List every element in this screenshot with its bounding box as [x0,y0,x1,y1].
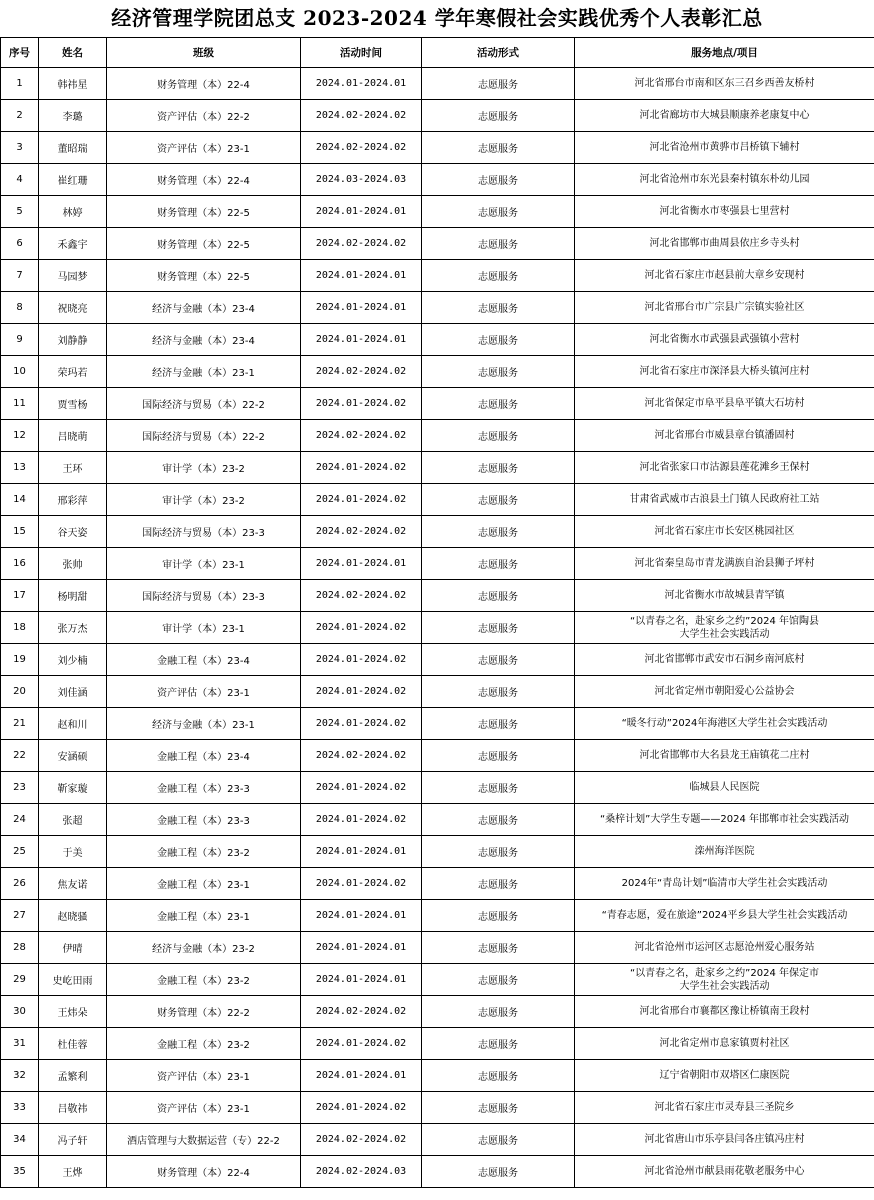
cell-form: 志愿服务 [422,548,575,580]
cell-location: 河北省衡水市故城县青罕镇 [575,580,874,612]
cell-index: 28 [1,932,39,964]
cell-location: 河北省张家口市沽源县莲花滩乡王保村 [575,452,874,484]
cell-class: 国际经济与贸易（本）23-3 [107,580,301,612]
cell-name: 刘佳涵 [39,676,107,708]
cell-form: 志愿服务 [422,1060,575,1092]
cell-name: 吕敬祎 [39,1092,107,1124]
cell-name: 马园梦 [39,260,107,292]
table-row [1,260,874,292]
table-row [1,420,874,452]
cell-name: 禾鑫宇 [39,228,107,260]
cell-time: 2024.02-2024.02 [301,420,422,452]
cell-index: 2 [1,100,39,132]
cell-name: 杜佳蓉 [39,1028,107,1060]
cell-index: 16 [1,548,39,580]
table-row [1,100,874,132]
cell-time: 2024.02-2024.02 [301,356,422,388]
cell-class: 资产评估（本）22-2 [107,100,301,132]
cell-name: 孟繁利 [39,1060,107,1092]
table-row [1,452,874,484]
header-name: 姓名 [39,38,107,68]
cell-class: 国际经济与贸易（本）22-2 [107,388,301,420]
cell-form: 志愿服务 [422,452,575,484]
cell-location: 2024年“青岛计划”临清市大学生社会实践活动 [575,868,874,900]
cell-location: 河北省邢台市南和区东三召乡西善友桥村 [575,68,874,100]
cell-class: 经济与金融（本）23-4 [107,324,301,356]
cell-index: 29 [1,964,39,996]
table-row [1,900,874,932]
cell-name: 崔红珊 [39,164,107,196]
cell-location: 河北省邯郸市大名县龙王庙镇花二庄村 [575,740,874,772]
cell-class: 资产评估（本）23-1 [107,1060,301,1092]
cell-form: 志愿服务 [422,676,575,708]
table-row [1,228,874,260]
table-row [1,1060,874,1092]
cell-location: 辽宁省朝阳市双塔区仁康医院 [575,1060,874,1092]
cell-index: 24 [1,804,39,836]
cell-index: 10 [1,356,39,388]
cell-time: 2024.01-2024.01 [301,68,422,100]
cell-class: 金融工程（本）23-2 [107,1028,301,1060]
cell-class: 财务管理（本）22-5 [107,260,301,292]
cell-time: 2024.01-2024.02 [301,452,422,484]
cell-index: 31 [1,1028,39,1060]
table-row [1,292,874,324]
table-row [1,548,874,580]
cell-form: 志愿服务 [422,1124,575,1156]
cell-index: 27 [1,900,39,932]
table-row [1,612,874,644]
cell-time: 2024.02-2024.02 [301,996,422,1028]
cell-form: 志愿服务 [422,708,575,740]
cell-index: 8 [1,292,39,324]
cell-index: 26 [1,868,39,900]
cell-index: 11 [1,388,39,420]
cell-index: 34 [1,1124,39,1156]
cell-name: 董昭瑞 [39,132,107,164]
cell-form: 志愿服务 [422,292,575,324]
cell-index: 6 [1,228,39,260]
cell-index: 35 [1,1156,39,1188]
table-row [1,324,874,356]
cell-class: 财务管理（本）22-2 [107,996,301,1028]
cell-form: 志愿服务 [422,356,575,388]
cell-index: 19 [1,644,39,676]
cell-location: “以青春之名，赴家乡之约”2024 年馆陶县 大学生社会实践活动 [575,612,874,644]
cell-name: 李璐 [39,100,107,132]
cell-name: 于美 [39,836,107,868]
cell-time: 2024.01-2024.01 [301,548,422,580]
page-title: 经济管理学院团总支 2023-2024 学年寒假社会实践优秀个人表彰汇总 [111,6,763,30]
header-location: 服务地点/项目 [575,38,874,68]
cell-location: “桑梓计划”大学生专题——2024 年邯郸市社会实践活动 [575,804,874,836]
cell-location: 河北省定州市息家镇贾村社区 [575,1028,874,1060]
table-row [1,1124,874,1156]
table-row [1,388,874,420]
cell-location: 临城县人民医院 [575,772,874,804]
table-row [1,164,874,196]
table-row [1,708,874,740]
cell-time: 2024.02-2024.02 [301,228,422,260]
honor-table [0,37,874,1188]
cell-time: 2024.01-2024.02 [301,484,422,516]
cell-time: 2024.02-2024.02 [301,1124,422,1156]
cell-class: 金融工程（本）23-2 [107,836,301,868]
cell-location: 河北省沧州市东光县秦村镇东朴幼儿园 [575,164,874,196]
cell-name: 韩祎星 [39,68,107,100]
cell-class: 财务管理（本）22-4 [107,68,301,100]
cell-form: 志愿服务 [422,1028,575,1060]
cell-location: 河北省石家庄市赵县前大章乡安现村 [575,260,874,292]
cell-form: 志愿服务 [422,612,575,644]
cell-form: 志愿服务 [422,484,575,516]
cell-name: 赵和川 [39,708,107,740]
cell-form: 志愿服务 [422,516,575,548]
cell-name: 靳家璇 [39,772,107,804]
cell-index: 14 [1,484,39,516]
cell-time: 2024.01-2024.02 [301,868,422,900]
cell-location: 河北省邢台市襄都区豫让桥镇南王段村 [575,996,874,1028]
table-row [1,644,874,676]
cell-time: 2024.02-2024.02 [301,580,422,612]
cell-form: 志愿服务 [422,228,575,260]
cell-location: “以青春之名，赴家乡之约”2024 年保定市 大学生社会实践活动 [575,964,874,996]
cell-index: 20 [1,676,39,708]
cell-time: 2024.01-2024.02 [301,644,422,676]
cell-class: 金融工程（本）23-1 [107,868,301,900]
cell-form: 志愿服务 [422,836,575,868]
cell-form: 志愿服务 [422,420,575,452]
cell-location: “暖冬行动”2024年海港区大学生社会实践活动 [575,708,874,740]
cell-class: 审计学（本）23-1 [107,612,301,644]
cell-index: 1 [1,68,39,100]
table-row [1,740,874,772]
cell-form: 志愿服务 [422,100,575,132]
cell-index: 22 [1,740,39,772]
table-row [1,1092,874,1124]
cell-class: 财务管理（本）22-5 [107,228,301,260]
table-row [1,804,874,836]
cell-class: 金融工程（本）23-3 [107,804,301,836]
table-row [1,932,874,964]
cell-time: 2024.01-2024.01 [301,1060,422,1092]
cell-class: 金融工程（本）23-4 [107,644,301,676]
cell-index: 23 [1,772,39,804]
cell-index: 21 [1,708,39,740]
cell-time: 2024.01-2024.02 [301,708,422,740]
cell-name: 张万杰 [39,612,107,644]
cell-class: 财务管理（本）22-4 [107,164,301,196]
cell-name: 史屹田雨 [39,964,107,996]
cell-location: “青春志愿，爱在旅途”2024平乡县大学生社会实践活动 [575,900,874,932]
cell-location: 河北省保定市阜平县阜平镇大石坊村 [575,388,874,420]
cell-index: 33 [1,1092,39,1124]
cell-index: 32 [1,1060,39,1092]
cell-class: 国际经济与贸易（本）23-3 [107,516,301,548]
cell-name: 贾雪杨 [39,388,107,420]
cell-form: 志愿服务 [422,804,575,836]
table-row [1,996,874,1028]
cell-time: 2024.02-2024.02 [301,100,422,132]
cell-location: 河北省定州市朝阳爱心公益协会 [575,676,874,708]
cell-time: 2024.01-2024.01 [301,196,422,228]
cell-time: 2024.01-2024.01 [301,900,422,932]
cell-time: 2024.02-2024.02 [301,132,422,164]
cell-index: 25 [1,836,39,868]
cell-time: 2024.01-2024.01 [301,932,422,964]
header-class: 班级 [107,38,301,68]
table-row [1,1028,874,1060]
table-row [1,964,874,996]
cell-name: 荣玛若 [39,356,107,388]
cell-class: 经济与金融（本）23-1 [107,356,301,388]
cell-time: 2024.01-2024.02 [301,1028,422,1060]
cell-index: 3 [1,132,39,164]
cell-class: 审计学（本）23-2 [107,452,301,484]
cell-time: 2024.01-2024.02 [301,772,422,804]
cell-form: 志愿服务 [422,740,575,772]
cell-time: 2024.03-2024.03 [301,164,422,196]
cell-location: 河北省沧州市黄骅市吕桥镇下辅村 [575,132,874,164]
cell-time: 2024.01-2024.02 [301,612,422,644]
cell-form: 志愿服务 [422,132,575,164]
table-row [1,516,874,548]
cell-location: 河北省沧州市献县雨花敬老服务中心 [575,1156,874,1188]
cell-time: 2024.01-2024.01 [301,324,422,356]
cell-time: 2024.01-2024.02 [301,388,422,420]
table-row [1,356,874,388]
cell-form: 志愿服务 [422,932,575,964]
cell-form: 志愿服务 [422,196,575,228]
table-row [1,868,874,900]
cell-time: 2024.01-2024.02 [301,676,422,708]
cell-name: 张超 [39,804,107,836]
cell-form: 志愿服务 [422,644,575,676]
cell-location: 河北省石家庄市深泽县大桥头镇河庄村 [575,356,874,388]
cell-name: 吕晓萌 [39,420,107,452]
cell-class: 经济与金融（本）23-4 [107,292,301,324]
cell-class: 经济与金融（本）23-2 [107,932,301,964]
header-form: 活动形式 [422,38,575,68]
cell-name: 王烨 [39,1156,107,1188]
cell-location: 河北省邢台市广宗县广宗镇实验社区 [575,292,874,324]
cell-location: 河北省衡水市枣强县七里营村 [575,196,874,228]
cell-time: 2024.01-2024.01 [301,964,422,996]
cell-form: 志愿服务 [422,964,575,996]
table-row [1,484,874,516]
cell-location: 河北省邢台市威县章台镇潘固村 [575,420,874,452]
cell-index: 4 [1,164,39,196]
cell-class: 金融工程（本）23-4 [107,740,301,772]
cell-time: 2024.01-2024.01 [301,260,422,292]
cell-index: 13 [1,452,39,484]
cell-name: 伊晴 [39,932,107,964]
cell-form: 志愿服务 [422,164,575,196]
cell-class: 审计学（本）23-2 [107,484,301,516]
cell-location: 河北省衡水市武强县武强镇小营村 [575,324,874,356]
header-time: 活动时间 [301,38,422,68]
cell-name: 安涵硕 [39,740,107,772]
cell-class: 审计学（本）23-1 [107,548,301,580]
header-index: 序号 [1,38,39,68]
cell-class: 资产评估（本）23-1 [107,1092,301,1124]
cell-name: 冯子轩 [39,1124,107,1156]
cell-index: 7 [1,260,39,292]
cell-time: 2024.01-2024.02 [301,804,422,836]
cell-index: 15 [1,516,39,548]
cell-index: 18 [1,612,39,644]
cell-name: 祝晓亮 [39,292,107,324]
cell-location: 甘肃省武威市古浪县土门镇人民政府社工站 [575,484,874,516]
cell-time: 2024.01-2024.01 [301,836,422,868]
cell-location: 河北省邯郸市武安市石洞乡南河底村 [575,644,874,676]
cell-name: 杨明甜 [39,580,107,612]
cell-form: 志愿服务 [422,996,575,1028]
cell-form: 志愿服务 [422,324,575,356]
cell-name: 谷天姿 [39,516,107,548]
table-row [1,836,874,868]
cell-location: 河北省廊坊市大城县顺康养老康复中心 [575,100,874,132]
cell-name: 刘静静 [39,324,107,356]
cell-form: 志愿服务 [422,388,575,420]
cell-name: 赵晓骚 [39,900,107,932]
cell-location: 河北省唐山市乐亭县闫各庄镇冯庄村 [575,1124,874,1156]
cell-time: 2024.02-2024.03 [301,1156,422,1188]
table-row [1,132,874,164]
cell-name: 林婷 [39,196,107,228]
cell-location: 河北省邯郸市曲周县依庄乡寺头村 [575,228,874,260]
cell-form: 志愿服务 [422,772,575,804]
cell-index: 12 [1,420,39,452]
cell-location: 河北省石家庄市长安区桃园社区 [575,516,874,548]
cell-form: 志愿服务 [422,580,575,612]
cell-class: 国际经济与贸易（本）22-2 [107,420,301,452]
cell-class: 经济与金融（本）23-1 [107,708,301,740]
cell-class: 金融工程（本）23-1 [107,900,301,932]
table-row [1,676,874,708]
cell-class: 金融工程（本）23-3 [107,772,301,804]
cell-location: 滦州海洋医院 [575,836,874,868]
cell-class: 资产评估（本）23-1 [107,676,301,708]
cell-class: 资产评估（本）23-1 [107,132,301,164]
cell-form: 志愿服务 [422,1156,575,1188]
cell-class: 财务管理（本）22-5 [107,196,301,228]
cell-index: 9 [1,324,39,356]
cell-location: 河北省沧州市运河区志愿沧州爱心服务站 [575,932,874,964]
cell-location: 河北省秦皇岛市青龙满族自治县狮子坪村 [575,548,874,580]
cell-index: 30 [1,996,39,1028]
cell-name: 王环 [39,452,107,484]
cell-name: 刘少楠 [39,644,107,676]
table-row [1,580,874,612]
cell-index: 5 [1,196,39,228]
table-row [1,196,874,228]
cell-time: 2024.01-2024.02 [301,1092,422,1124]
cell-time: 2024.01-2024.01 [301,292,422,324]
table-row [1,772,874,804]
cell-name: 张帅 [39,548,107,580]
cell-time: 2024.02-2024.02 [301,740,422,772]
cell-form: 志愿服务 [422,900,575,932]
cell-time: 2024.02-2024.02 [301,516,422,548]
cell-class: 财务管理（本）22-4 [107,1156,301,1188]
cell-class: 酒店管理与大数据运营（专）22-2 [107,1124,301,1156]
cell-name: 王炜朵 [39,996,107,1028]
table-row [1,68,874,100]
cell-form: 志愿服务 [422,68,575,100]
cell-location: 河北省石家庄市灵寿县三圣院乡 [575,1092,874,1124]
table-header-row [1,38,874,68]
cell-name: 邢彩萍 [39,484,107,516]
cell-form: 志愿服务 [422,260,575,292]
cell-form: 志愿服务 [422,868,575,900]
cell-index: 17 [1,580,39,612]
table-row [1,1156,874,1188]
cell-form: 志愿服务 [422,1092,575,1124]
cell-class: 金融工程（本）23-2 [107,964,301,996]
cell-name: 焦友诺 [39,868,107,900]
